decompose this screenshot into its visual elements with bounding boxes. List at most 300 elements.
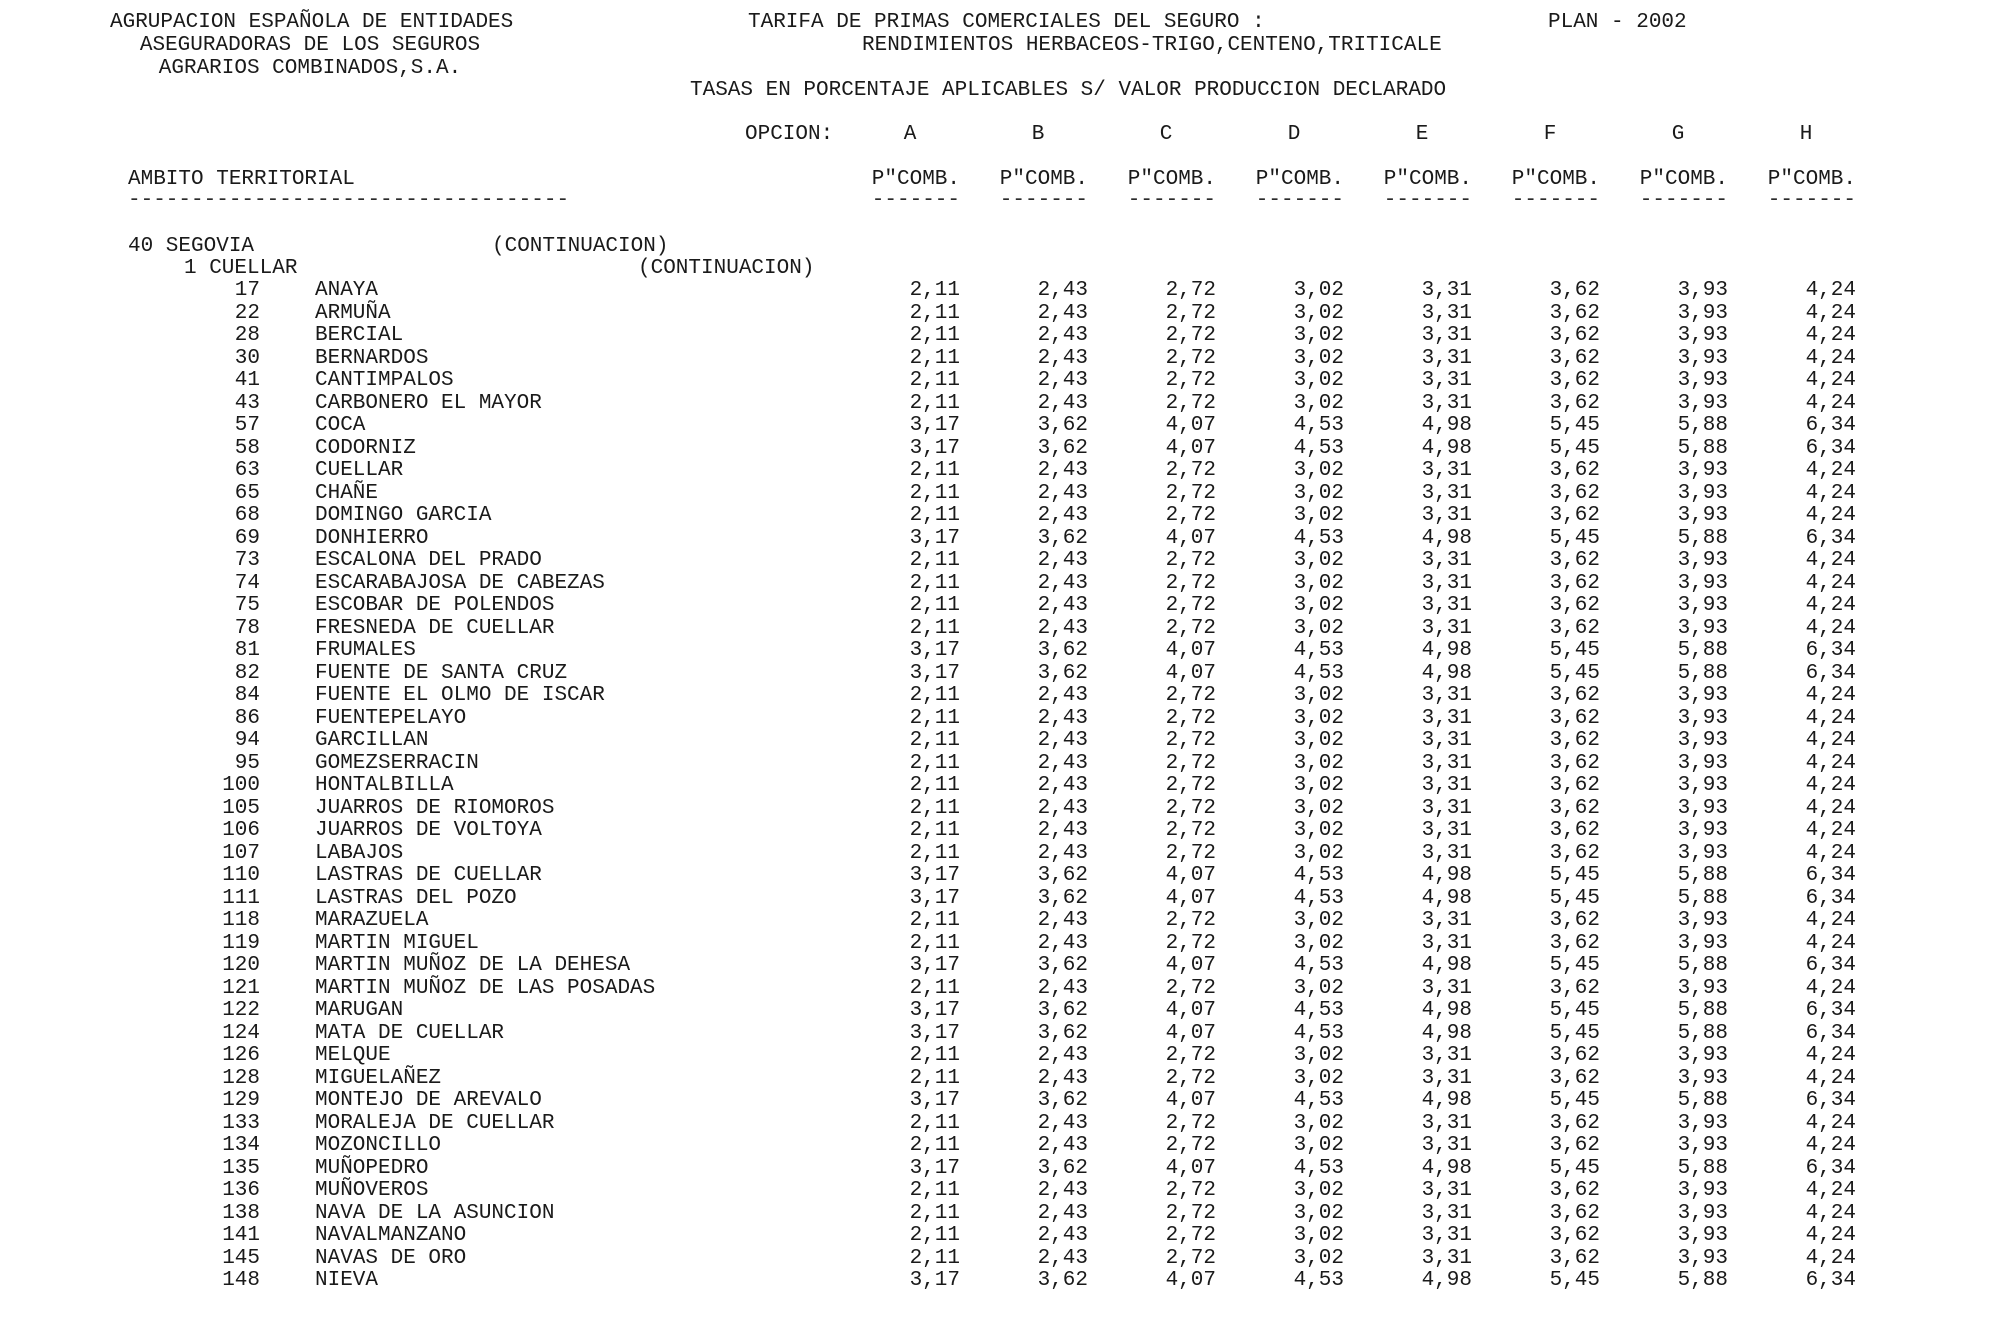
table-row: [0, 280, 2000, 303]
table-row: [0, 1270, 2000, 1293]
rate-value-d: 4,53: [1293, 639, 1344, 662]
rate-value-d: 3,02: [1293, 1224, 1344, 1247]
table-row: [0, 550, 2000, 573]
rate-value-e: 3,31: [1421, 1044, 1472, 1067]
rate-value-a: 2,11: [909, 729, 960, 752]
municipality-name: MIGUELAÑEZ: [315, 1066, 442, 1090]
rate-value-c: 4,07: [1165, 1269, 1216, 1292]
rate-value-g: 5,88: [1677, 661, 1728, 685]
rate-value-b: 3,62: [1037, 999, 1088, 1022]
table-row: [0, 348, 2000, 371]
rate-value-d: 4,53: [1293, 661, 1344, 685]
rate-value-h: 4,24: [1805, 504, 1856, 527]
rate-value-h: 4,24: [1805, 706, 1856, 730]
municipality-name: MONTEJO DE AREVALO: [315, 1089, 542, 1112]
municipality-code: 94: [234, 729, 260, 752]
municipality-name: BERNARDOS: [315, 346, 429, 370]
rate-value-e: 3,31: [1421, 1246, 1472, 1270]
rate-value-a: 2,11: [909, 616, 960, 640]
rate-value-g: 3,93: [1677, 796, 1728, 820]
municipality-code: 78: [234, 616, 260, 640]
rate-value-f: 3,62: [1549, 1224, 1600, 1247]
rate-value-a: 2,11: [909, 459, 960, 482]
rate-value-c: 2,72: [1165, 1044, 1216, 1067]
rate-value-a: 2,11: [909, 391, 960, 415]
rate-value-h: 4,24: [1805, 1111, 1856, 1135]
column-rule-g: -------: [1639, 189, 1728, 212]
table-row: [0, 1203, 2000, 1226]
rate-value-f: 3,62: [1549, 459, 1600, 482]
rate-value-g: 3,93: [1677, 504, 1728, 527]
rate-value-f: 3,62: [1549, 369, 1600, 392]
rate-value-h: 6,34: [1805, 661, 1856, 685]
org-line-3: AGRARIOS COMBINADOS,S.A.: [158, 57, 462, 80]
rate-value-f: 5,45: [1549, 1269, 1600, 1292]
rate-value-f: 5,45: [1549, 526, 1600, 550]
rate-value-e: 3,31: [1421, 279, 1472, 302]
municipality-code: 138: [222, 1201, 260, 1225]
rate-value-g: 3,93: [1677, 324, 1728, 347]
rate-value-b: 3,62: [1037, 436, 1088, 460]
rate-value-f: 5,45: [1549, 954, 1600, 977]
rate-value-g: 3,93: [1677, 774, 1728, 797]
rate-value-g: 3,93: [1677, 1201, 1728, 1225]
rate-value-b: 2,43: [1037, 1134, 1088, 1157]
rate-value-c: 2,72: [1165, 706, 1216, 730]
rate-value-a: 2,11: [909, 909, 960, 932]
municipality-name: ESCOBAR DE POLENDOS: [315, 594, 555, 617]
rate-value-a: 3,17: [909, 436, 960, 460]
province-name: 40 SEGOVIA: [128, 235, 255, 258]
rate-value-c: 2,72: [1165, 796, 1216, 820]
municipality-name: MORALEJA DE CUELLAR: [315, 1111, 555, 1135]
rate-value-e: 3,31: [1421, 729, 1472, 752]
municipality-name: NAVALMANZANO: [315, 1224, 467, 1247]
rate-value-g: 3,93: [1677, 346, 1728, 370]
rate-value-h: 6,34: [1805, 436, 1856, 460]
rate-value-h: 4,24: [1805, 346, 1856, 370]
column-rule-c: -------: [1127, 189, 1216, 212]
rate-value-b: 3,62: [1037, 414, 1088, 437]
rate-value-h: 4,24: [1805, 909, 1856, 932]
rate-value-a: 3,17: [909, 1269, 960, 1292]
column-rule-f: -------: [1511, 189, 1600, 212]
table-row: [0, 843, 2000, 866]
rate-value-h: 4,24: [1805, 594, 1856, 617]
rate-value-b: 2,43: [1037, 616, 1088, 640]
rate-value-a: 3,17: [909, 886, 960, 910]
rate-value-d: 3,02: [1293, 1179, 1344, 1202]
rate-value-b: 3,62: [1037, 639, 1088, 662]
rate-value-h: 4,24: [1805, 1201, 1856, 1225]
municipality-name: GOMEZSERRACIN: [315, 751, 479, 775]
rate-value-b: 2,43: [1037, 301, 1088, 325]
municipality-name: LABAJOS: [315, 841, 404, 865]
municipality-name: LASTRAS DE CUELLAR: [315, 864, 542, 887]
rate-value-c: 2,72: [1165, 1224, 1216, 1247]
rate-value-a: 2,11: [909, 1066, 960, 1090]
rate-value-d: 3,02: [1293, 819, 1344, 842]
municipality-code: 86: [234, 706, 260, 730]
municipality-name: HONTALBILLA: [315, 774, 454, 797]
rate-value-e: 3,31: [1421, 976, 1472, 1000]
rate-value-b: 2,43: [1037, 684, 1088, 707]
municipality-name: ARMUÑA: [315, 301, 391, 325]
table-row: [0, 955, 2000, 978]
rate-value-c: 2,72: [1165, 391, 1216, 415]
municipality-code: 105: [222, 796, 260, 820]
rate-value-d: 3,02: [1293, 729, 1344, 752]
column-rule-d: -------: [1255, 189, 1344, 212]
rate-value-g: 5,88: [1677, 886, 1728, 910]
table-row: [0, 978, 2000, 1001]
table-row: [0, 415, 2000, 438]
rate-value-e: 3,31: [1421, 571, 1472, 595]
municipality-code: 120: [222, 954, 260, 977]
rate-value-h: 4,24: [1805, 369, 1856, 392]
municipality-code: 129: [222, 1089, 260, 1112]
rate-value-a: 2,11: [909, 1179, 960, 1202]
rate-value-e: 3,31: [1421, 796, 1472, 820]
municipality-code: 22: [234, 301, 260, 325]
rate-value-c: 2,72: [1165, 819, 1216, 842]
table-row: [0, 1180, 2000, 1203]
municipality-code: 100: [222, 774, 260, 797]
table-row: [0, 933, 2000, 956]
rate-value-e: 3,31: [1421, 1201, 1472, 1225]
rate-value-e: 3,31: [1421, 616, 1472, 640]
rate-value-f: 5,45: [1549, 436, 1600, 460]
rate-value-c: 2,72: [1165, 751, 1216, 775]
rate-value-f: 3,62: [1549, 594, 1600, 617]
municipality-name: DONHIERRO: [315, 526, 429, 550]
rate-value-e: 3,31: [1421, 1066, 1472, 1090]
municipality-code: 73: [234, 549, 260, 572]
rate-value-b: 2,43: [1037, 504, 1088, 527]
rate-value-c: 2,72: [1165, 1179, 1216, 1202]
municipality-code: 134: [222, 1134, 260, 1157]
rate-value-b: 2,43: [1037, 1044, 1088, 1067]
rate-value-f: 5,45: [1549, 1156, 1600, 1180]
rate-value-b: 2,43: [1037, 1111, 1088, 1135]
rate-value-e: 3,31: [1421, 909, 1472, 932]
rate-value-b: 2,43: [1037, 1179, 1088, 1202]
rate-value-h: 4,24: [1805, 459, 1856, 482]
rate-value-h: 4,24: [1805, 571, 1856, 595]
rate-value-h: 4,24: [1805, 616, 1856, 640]
rate-value-f: 5,45: [1549, 864, 1600, 887]
municipality-name: FUENTE EL OLMO DE ISCAR: [315, 684, 605, 707]
rate-value-a: 2,11: [909, 1224, 960, 1247]
rate-value-b: 3,62: [1037, 526, 1088, 550]
rate-value-a: 2,11: [909, 931, 960, 955]
rate-value-e: 3,31: [1421, 706, 1472, 730]
rate-value-h: 4,24: [1805, 751, 1856, 775]
table-row: [0, 460, 2000, 483]
option-label: OPCION:: [745, 123, 834, 146]
table-row: [0, 685, 2000, 708]
rate-value-g: 3,93: [1677, 1111, 1728, 1135]
rate-value-a: 2,11: [909, 819, 960, 842]
municipality-code: 107: [222, 841, 260, 865]
rate-value-h: 4,24: [1805, 549, 1856, 572]
municipality-name: JUARROS DE VOLTOYA: [315, 819, 542, 842]
rate-value-g: 3,93: [1677, 279, 1728, 302]
rate-value-h: 6,34: [1805, 414, 1856, 437]
rate-value-h: 4,24: [1805, 684, 1856, 707]
rate-value-d: 4,53: [1293, 1089, 1344, 1112]
comarca-name: 1 CUELLAR: [184, 257, 298, 280]
municipality-name: CANTIMPALOS: [315, 369, 454, 392]
rate-value-e: 3,31: [1421, 931, 1472, 955]
rate-value-c: 4,07: [1165, 1089, 1216, 1112]
rate-value-e: 3,31: [1421, 1224, 1472, 1247]
rate-value-b: 3,62: [1037, 1269, 1088, 1292]
municipality-code: 58: [234, 436, 260, 460]
municipality-name: NAVAS DE ORO: [315, 1246, 467, 1270]
rate-value-c: 2,72: [1165, 459, 1216, 482]
rate-value-h: 4,24: [1805, 841, 1856, 865]
table-row: [0, 708, 2000, 731]
rate-value-d: 3,02: [1293, 684, 1344, 707]
municipality-name: CUELLAR: [315, 459, 404, 482]
rate-value-e: 4,98: [1421, 1156, 1472, 1180]
rate-value-f: 5,45: [1549, 639, 1600, 662]
column-header-a: P"COMB.: [871, 168, 960, 191]
rate-value-e: 4,98: [1421, 661, 1472, 685]
rate-value-e: 3,31: [1421, 751, 1472, 775]
rate-value-e: 3,31: [1421, 1134, 1472, 1157]
rate-value-d: 3,02: [1293, 774, 1344, 797]
municipality-name: COCA: [315, 414, 366, 437]
municipality-code: 43: [234, 391, 260, 415]
rate-value-g: 3,93: [1677, 729, 1728, 752]
rate-value-h: 4,24: [1805, 931, 1856, 955]
option-letter-b: B: [1031, 123, 1045, 146]
rate-value-e: 3,31: [1421, 1111, 1472, 1135]
rate-value-f: 3,62: [1549, 774, 1600, 797]
rate-value-e: 3,31: [1421, 1179, 1472, 1202]
rate-value-f: 3,62: [1549, 571, 1600, 595]
rate-value-a: 3,17: [909, 954, 960, 977]
rate-value-a: 2,11: [909, 751, 960, 775]
municipality-name: JUARROS DE RIOMOROS: [315, 796, 555, 820]
rate-value-c: 2,72: [1165, 1246, 1216, 1270]
table-row: [0, 393, 2000, 416]
option-letter-d: D: [1287, 123, 1301, 146]
rate-value-g: 5,88: [1677, 954, 1728, 977]
column-rule-h: -------: [1767, 189, 1856, 212]
rate-value-f: 3,62: [1549, 301, 1600, 325]
municipality-name: MUÑOVEROS: [315, 1179, 429, 1202]
rate-value-c: 2,72: [1165, 301, 1216, 325]
rate-value-a: 2,11: [909, 976, 960, 1000]
rate-value-b: 2,43: [1037, 819, 1088, 842]
column-rule-a: -------: [871, 189, 960, 212]
rate-value-g: 3,93: [1677, 1134, 1728, 1157]
municipality-name: NAVA DE LA ASUNCION: [315, 1201, 555, 1225]
rate-value-f: 3,62: [1549, 1246, 1600, 1270]
option-letter-g: G: [1671, 123, 1685, 146]
rate-value-a: 2,11: [909, 279, 960, 302]
rate-value-b: 2,43: [1037, 841, 1088, 865]
municipality-name: ESCALONA DEL PRADO: [315, 549, 542, 572]
table-row: [0, 1023, 2000, 1046]
municipality-code: 95: [234, 751, 260, 775]
rate-value-e: 4,98: [1421, 639, 1472, 662]
rate-value-f: 3,62: [1549, 819, 1600, 842]
rate-value-g: 3,93: [1677, 931, 1728, 955]
rate-value-c: 4,07: [1165, 1156, 1216, 1180]
title-line-1: TARIFA DE PRIMAS COMERCIALES DEL SEGURO :: [748, 11, 1265, 34]
rate-value-b: 2,43: [1037, 706, 1088, 730]
municipality-code: 118: [222, 909, 260, 932]
option-letter-c: C: [1159, 123, 1173, 146]
rate-value-e: 4,98: [1421, 1269, 1472, 1292]
rate-value-g: 3,93: [1677, 684, 1728, 707]
rate-value-a: 2,11: [909, 796, 960, 820]
rate-value-d: 3,02: [1293, 909, 1344, 932]
subtitle: TASAS EN PORCENTAJE APLICABLES S/ VALOR PRODUCCION DECLARADO: [690, 79, 1447, 102]
rate-value-c: 2,72: [1165, 976, 1216, 1000]
rate-value-d: 3,02: [1293, 324, 1344, 347]
rate-value-g: 5,88: [1677, 639, 1728, 662]
table-row: [0, 798, 2000, 821]
rate-value-a: 3,17: [909, 1156, 960, 1180]
rate-value-c: 2,72: [1165, 369, 1216, 392]
table-row: [0, 753, 2000, 776]
rate-value-a: 2,11: [909, 1201, 960, 1225]
municipality-name: FRUMALES: [315, 639, 416, 662]
option-letter-f: F: [1543, 123, 1557, 146]
rate-value-e: 3,31: [1421, 346, 1472, 370]
rate-value-a: 2,11: [909, 301, 960, 325]
rate-value-e: 4,98: [1421, 414, 1472, 437]
municipality-name: FUENTE DE SANTA CRUZ: [315, 661, 568, 685]
rate-value-e: 3,31: [1421, 369, 1472, 392]
municipality-name: MATA DE CUELLAR: [315, 1021, 505, 1045]
rate-value-d: 3,02: [1293, 369, 1344, 392]
rate-value-a: 2,11: [909, 774, 960, 797]
rate-value-g: 5,88: [1677, 414, 1728, 437]
rate-value-e: 4,98: [1421, 526, 1472, 550]
rate-value-c: 4,07: [1165, 526, 1216, 550]
rate-value-d: 3,02: [1293, 391, 1344, 415]
rate-value-c: 2,72: [1165, 279, 1216, 302]
rate-value-h: 4,24: [1805, 819, 1856, 842]
rate-value-c: 2,72: [1165, 841, 1216, 865]
municipality-name: MARUGAN: [315, 999, 404, 1022]
rate-value-d: 4,53: [1293, 1021, 1344, 1045]
rate-value-f: 5,45: [1549, 999, 1600, 1022]
table-row: [0, 505, 2000, 528]
rate-value-f: 3,62: [1549, 481, 1600, 505]
rate-value-a: 2,11: [909, 684, 960, 707]
rate-value-e: 4,98: [1421, 1089, 1472, 1112]
municipality-name: FUENTEPELAYO: [315, 706, 467, 730]
rate-value-e: 3,31: [1421, 301, 1472, 325]
option-letter-e: E: [1415, 123, 1429, 146]
table-row: [0, 910, 2000, 933]
column-header-b: P"COMB.: [999, 168, 1088, 191]
table-row: [0, 865, 2000, 888]
rate-value-a: 2,11: [909, 1246, 960, 1270]
rate-value-f: 5,45: [1549, 886, 1600, 910]
table-row: [0, 1090, 2000, 1113]
table-row: [0, 1135, 2000, 1158]
rate-value-g: 5,88: [1677, 436, 1728, 460]
org-line-1: AGRUPACION ESPAÑOLA DE ENTIDADES: [110, 11, 514, 34]
municipality-name: MARAZUELA: [315, 909, 429, 932]
table-row: [0, 595, 2000, 618]
municipality-code: 135: [222, 1156, 260, 1180]
rate-value-g: 3,93: [1677, 841, 1728, 865]
municipality-code: 122: [222, 999, 260, 1022]
rate-value-e: 4,98: [1421, 954, 1472, 977]
rate-value-e: 3,31: [1421, 819, 1472, 842]
rate-value-c: 4,07: [1165, 414, 1216, 437]
municipality-code: 63: [234, 459, 260, 482]
rate-value-b: 2,43: [1037, 571, 1088, 595]
rate-value-d: 3,02: [1293, 1044, 1344, 1067]
municipality-name: MARTIN MUÑOZ DE LAS POSADAS: [315, 976, 656, 1000]
rate-value-f: 3,62: [1549, 1134, 1600, 1157]
rate-value-g: 3,93: [1677, 616, 1728, 640]
rate-value-d: 3,02: [1293, 1201, 1344, 1225]
rate-value-b: 3,62: [1037, 661, 1088, 685]
municipality-name: MARTIN MUÑOZ DE LA DEHESA: [315, 954, 631, 977]
rate-value-c: 2,72: [1165, 931, 1216, 955]
rate-value-f: 3,62: [1549, 796, 1600, 820]
rate-value-d: 4,53: [1293, 886, 1344, 910]
table-row: [0, 888, 2000, 911]
rate-value-c: 2,72: [1165, 1134, 1216, 1157]
rate-value-b: 2,43: [1037, 346, 1088, 370]
rate-value-a: 2,11: [909, 369, 960, 392]
rate-value-a: 2,11: [909, 1134, 960, 1157]
column-header-g: P"COMB.: [1639, 168, 1728, 191]
rate-value-b: 3,62: [1037, 886, 1088, 910]
rate-value-h: 4,24: [1805, 279, 1856, 302]
rate-value-e: 4,98: [1421, 999, 1472, 1022]
municipality-code: 81: [234, 639, 260, 662]
rate-value-d: 3,02: [1293, 1246, 1344, 1270]
table-row: [0, 1068, 2000, 1091]
municipality-name: DOMINGO GARCIA: [315, 504, 492, 527]
rate-value-g: 5,88: [1677, 1089, 1728, 1112]
rate-value-h: 6,34: [1805, 1089, 1856, 1112]
rate-value-g: 3,93: [1677, 1246, 1728, 1270]
table-row: [0, 775, 2000, 798]
rate-value-b: 2,43: [1037, 729, 1088, 752]
table-row: [0, 1248, 2000, 1271]
rate-value-g: 5,88: [1677, 999, 1728, 1022]
rate-value-f: 3,62: [1549, 706, 1600, 730]
rate-value-d: 3,02: [1293, 1134, 1344, 1157]
rate-value-b: 2,43: [1037, 279, 1088, 302]
municipality-code: 148: [222, 1269, 260, 1292]
column-header-d: P"COMB.: [1255, 168, 1344, 191]
rate-value-d: 4,53: [1293, 526, 1344, 550]
rate-value-c: 2,72: [1165, 1111, 1216, 1135]
municipality-name: BERCIAL: [315, 324, 404, 347]
rate-value-a: 2,11: [909, 706, 960, 730]
rate-value-c: 4,07: [1165, 999, 1216, 1022]
rate-value-a: 3,17: [909, 999, 960, 1022]
rate-value-f: 5,45: [1549, 1089, 1600, 1112]
rate-value-h: 4,24: [1805, 1224, 1856, 1247]
table-row: [0, 303, 2000, 326]
